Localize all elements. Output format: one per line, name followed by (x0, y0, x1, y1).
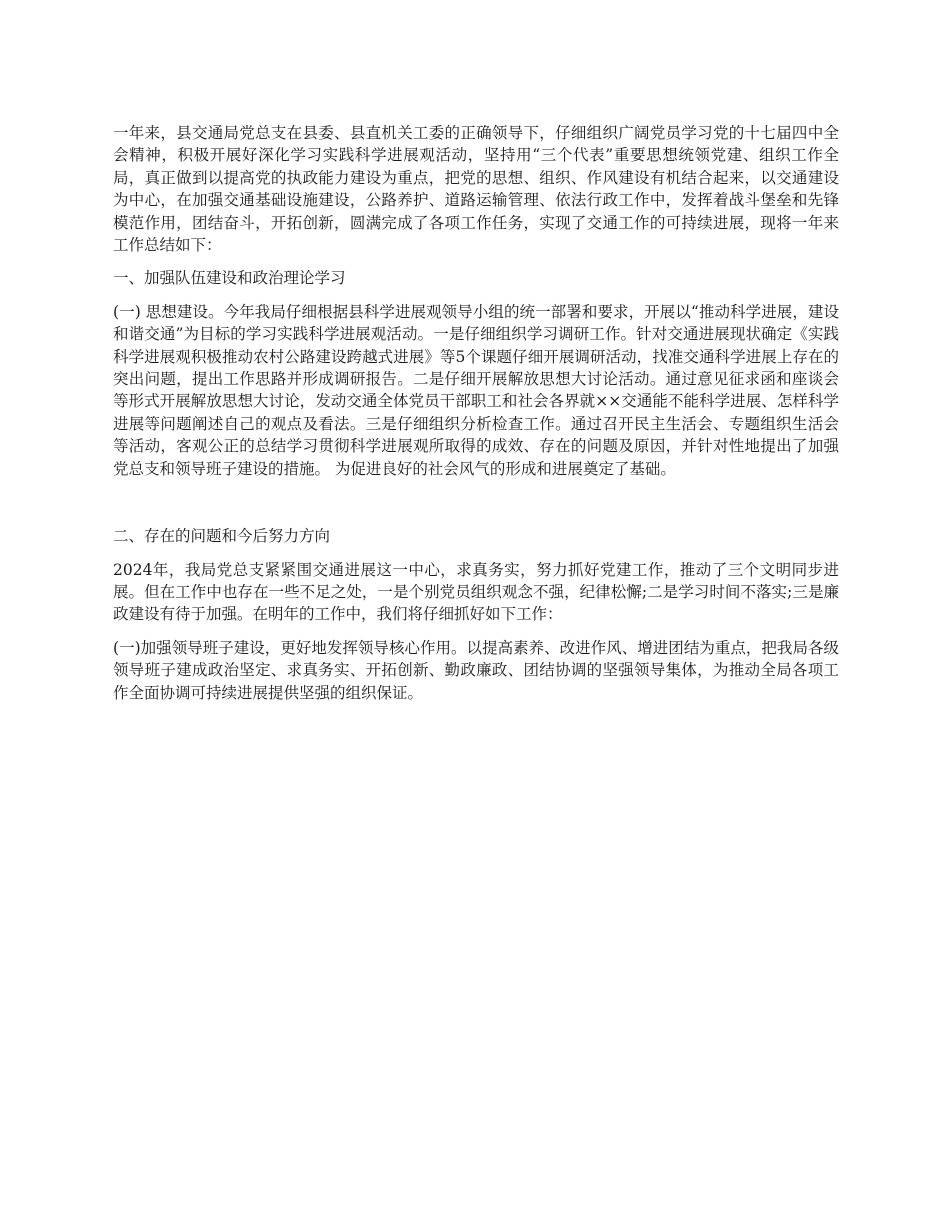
section-2-paragraph-2: (一)加强领导班子建设，更好地发挥领导核心作用。以提高素养、改进作风、增进团结为重点，把我局各级领导班子建成政治坚定、求真务实、开拓创新、勤政廉政、团结协调的坚强领导集体，为推动全局各项工作全面协调可持续进展提供坚强的组织保证。 (113, 638, 839, 702)
section-1-heading: 一、加强队伍建设和政治理论学习 (113, 269, 346, 288)
section-2-heading: 二、存在的问题和今后努力方向 (113, 527, 331, 546)
section-1-paragraph: (一) 思想建设。今年我局仔细根据县科学进展观领导小组的统一部署和要求，开展以“推动科学进展，建设和谐交通”为目标的学习实践科学进展观活动。一是仔细组织学习调研工作。针对交通进展现状确定《实践科学进展观积极推动农村公路建设跨越式进展》等5个课题仔细开展调研活动，找准交通科学进展上存在的突出问题，提出工作思路并形成调研报告。二是仔细开展解放思想大讨论活动。通过意见征求函和座谈会等形式开展解放思想大讨论，发动交通全体党员干部职工和社会各界就××交通能不能科学进展、怎样科学进展等问题阐述自己的观点及看法。三是仔细组织分析检查工作。通过召开民主生活会、专题组织生活会等活动，客观公正的总结学习贯彻科学进展观所取得的成效、存在的问题及原因，并针对性地提出了加强党总支和领导班子建设的措施。 为促进良好的社会风气的形成和进展奠定了基础。 (113, 302, 839, 478)
document-body (113, 122, 839, 715)
section-2-paragraph-1: 2024年，我局党总支紧紧围交通进展这一中心，求真务实，努力抓好党建工作，推动了三个文明同步进展。但在工作中也存在一些不足之处，一是个别党员组织观念不强，纪律松懈;二是学习时间不落实;三是廉政建设有待于加强。在明年的工作中，我们将仔细抓好如下工作： (113, 560, 839, 624)
section-spacer (113, 491, 839, 525)
intro-paragraph: 一年来，县交通局党总支在县委、县直机关工委的正确领导下，仔细组织广阔党员学习党的十七届四中全会精神，积极开展好深化学习实践科学进展观活动，坚持用“三个代表”重要思想统领党建、组织工作全局，真正做到以提高党的执政能力建设为重点，把党的思想、组织、作风建设有机结合起来，以交通建设为中心，在加强交通基础设施建设，公路养护、道路运输管理、依法行政工作中，发挥着战斗堡垒和先锋模范作用，团结奋斗，开拓创新，圆满完成了各项工作任务，实现了交通工作的可持续进展，现将一年来工作总结如下： (113, 124, 839, 255)
